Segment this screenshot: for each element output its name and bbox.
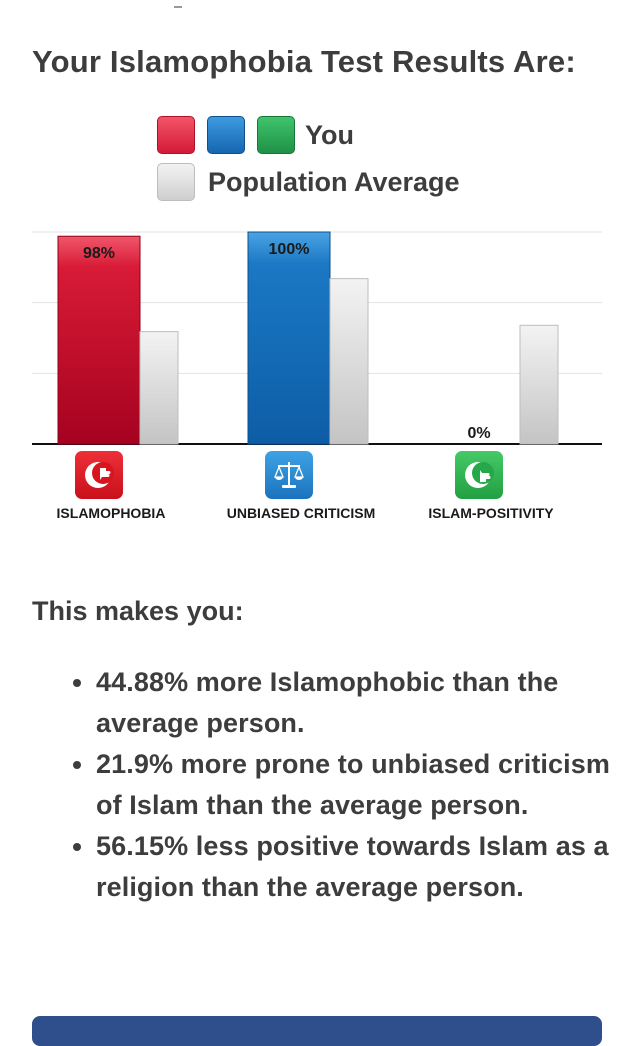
data-label: 0% — [467, 425, 491, 442]
category-label: UNBIASED CRITICISM — [226, 505, 376, 521]
list-item: • 56.15% less positive towards Islam as a religion than the average person. — [96, 826, 612, 908]
top-divider — [174, 6, 182, 8]
legend-swatch-red — [157, 116, 195, 154]
page-title: Your Islamophobia Test Results Are: — [32, 44, 576, 79]
list-item: • 44.88% more Islamophobic than the average person. — [96, 662, 612, 744]
category-label: ISLAM-POSITIVITY — [428, 505, 554, 521]
legend-average-label: Population Average — [208, 166, 460, 197]
bar-average-2 — [520, 325, 558, 444]
legend-swatch-blue — [207, 116, 245, 154]
legend-swatch-green — [257, 116, 295, 154]
bar-you-1 — [248, 232, 330, 444]
bar-you-0 — [58, 236, 140, 444]
data-label: 98% — [82, 245, 116, 263]
bar-average-1 — [330, 279, 368, 444]
list-item: • 21.9% more prone to unbiased criticism of Islam than the average person. — [96, 744, 612, 826]
bar-average-0 — [140, 332, 178, 444]
legend-you-label: You — [305, 119, 354, 150]
category-label: ISLAMOPHOBIA — [56, 505, 166, 521]
legend-you — [157, 116, 354, 154]
data-label: 100% — [268, 241, 310, 258]
makes-you-heading: This makes you: — [32, 596, 244, 626]
legend-average — [157, 163, 460, 201]
continue-button[interactable] — [32, 1016, 602, 1046]
comparison-list — [32, 662, 612, 908]
legend-swatch-grey — [157, 163, 195, 201]
crescent-thumbs-down-icon — [75, 451, 123, 499]
crescent-thumbs-up-icon — [455, 451, 503, 499]
scales-of-justice-icon — [265, 451, 313, 499]
